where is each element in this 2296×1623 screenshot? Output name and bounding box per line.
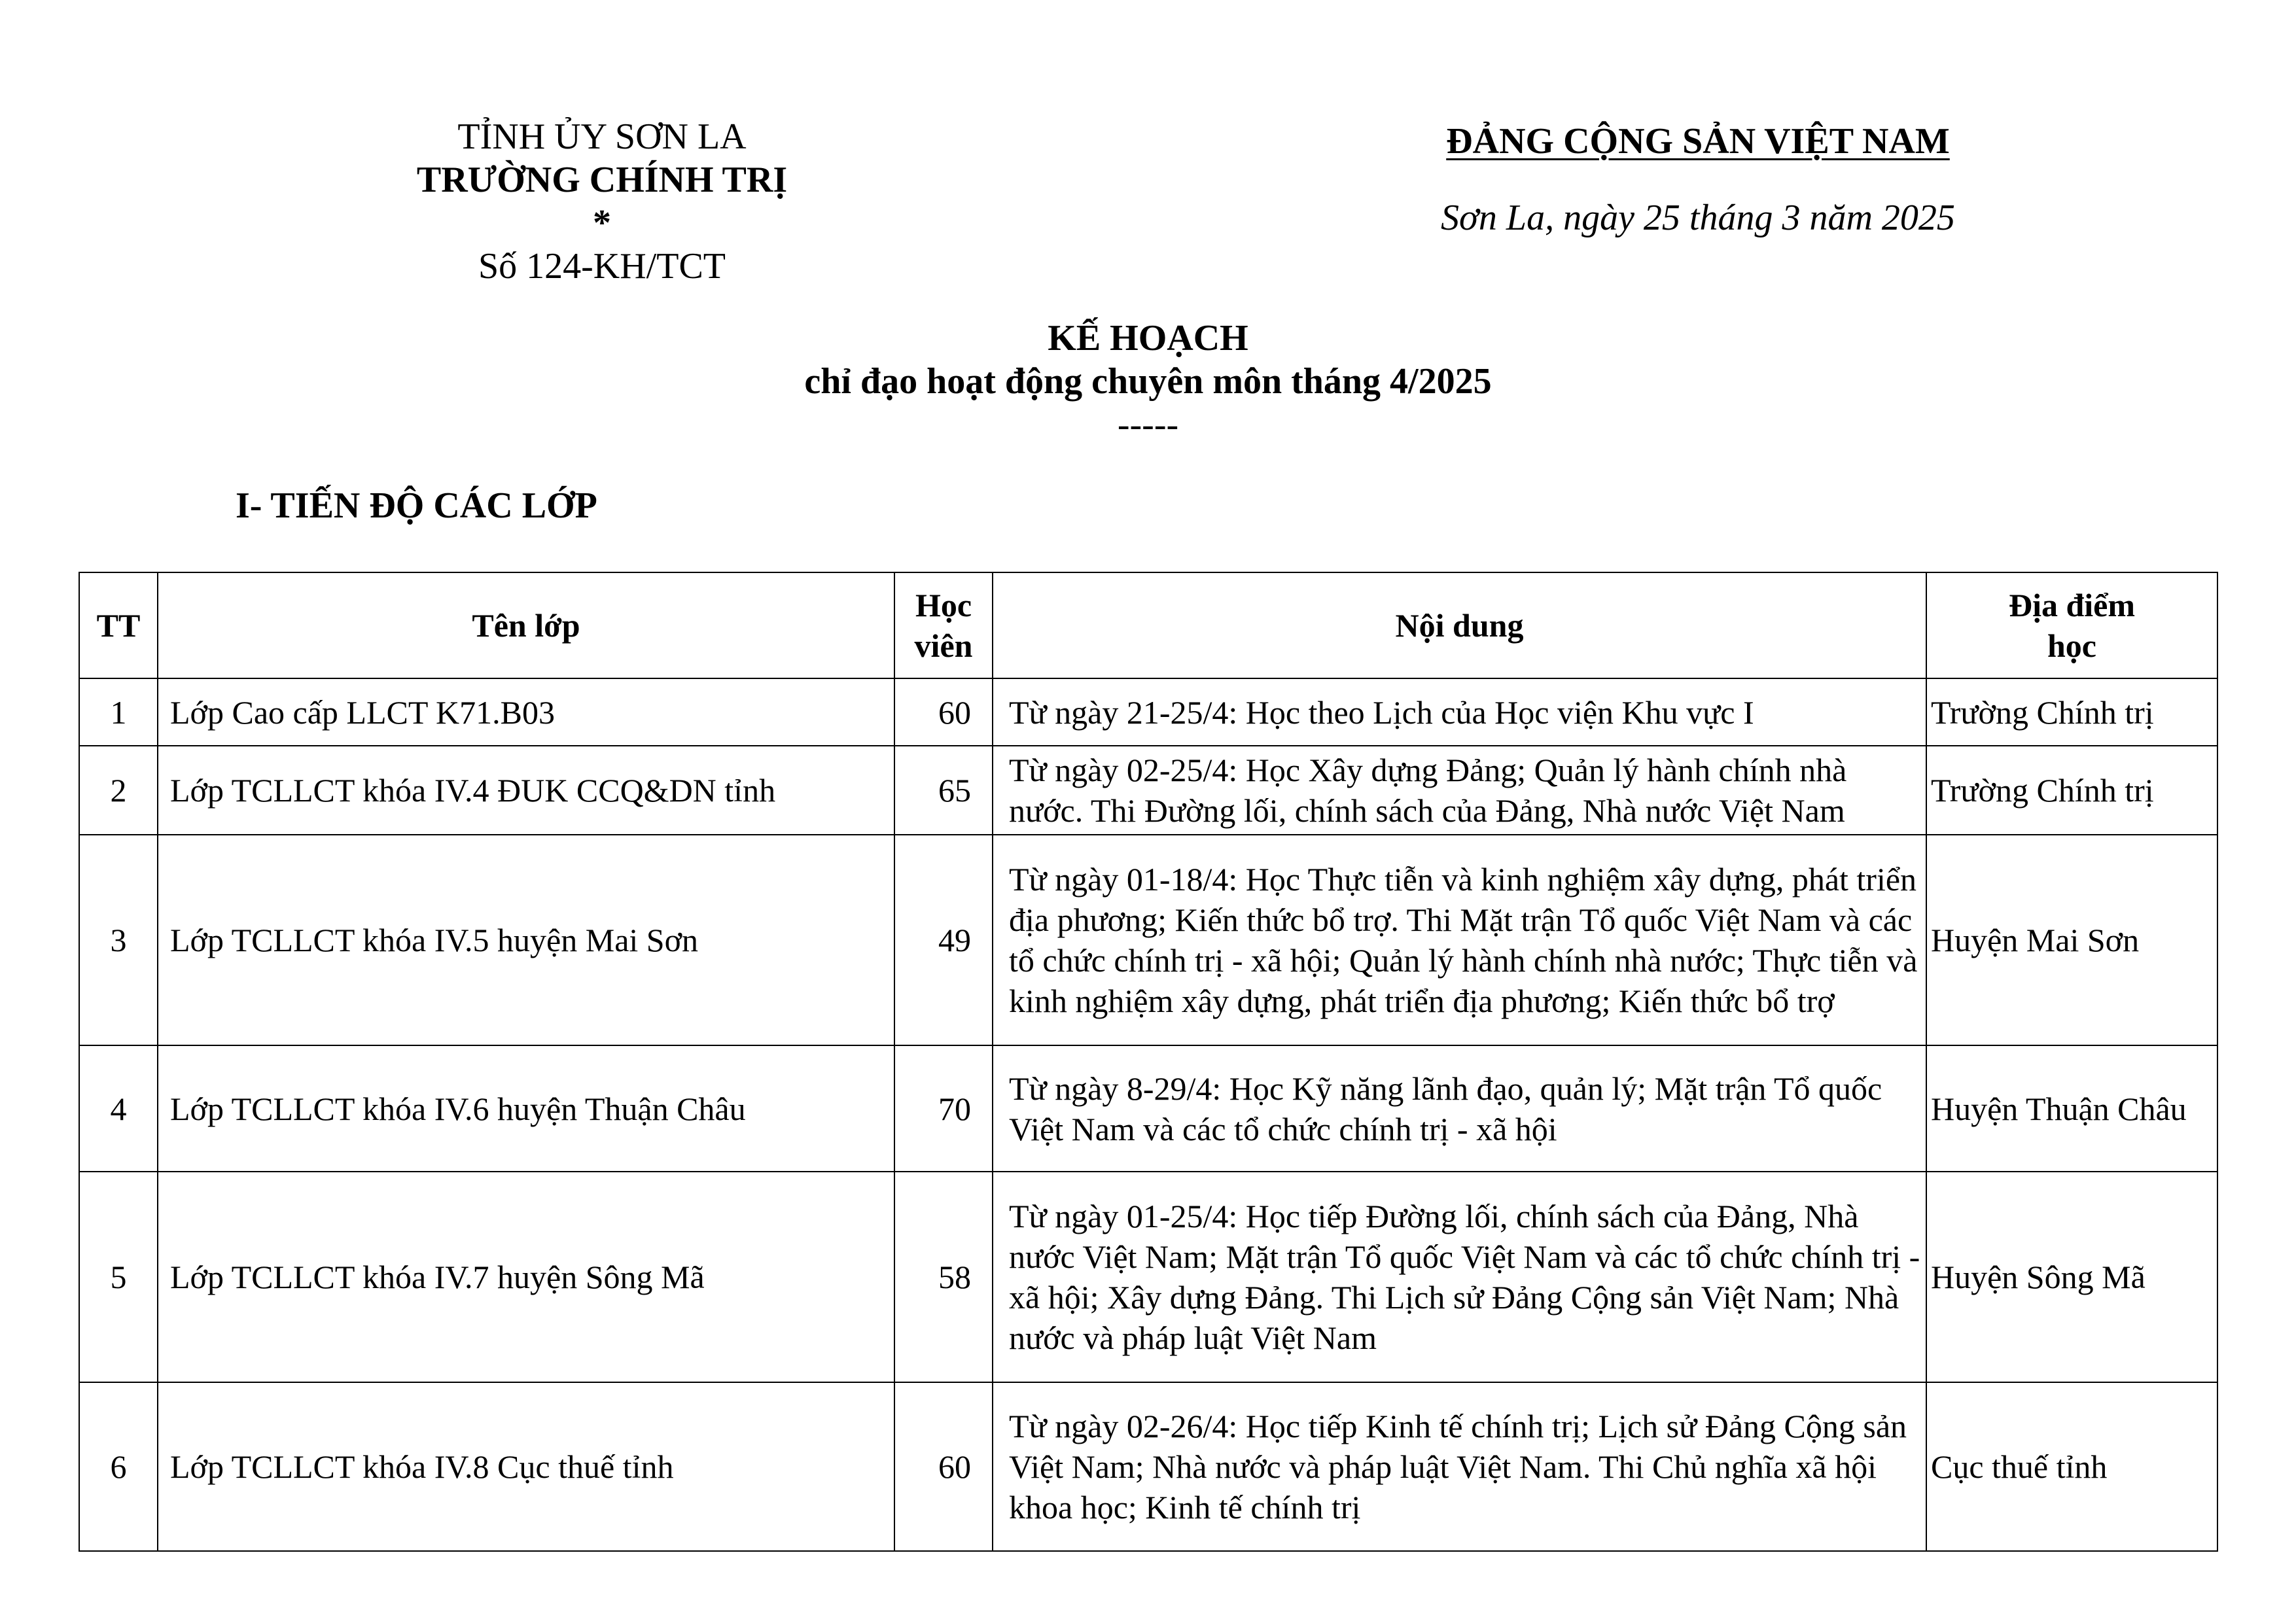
row-class-name: Lớp TCLLCT khóa IV.8 Cục thuế tỉnh xyxy=(158,1382,894,1551)
row-place: Trường Chính trị xyxy=(1926,746,2217,835)
row-place: Trường Chính trị xyxy=(1926,678,2217,746)
header-tt: TT xyxy=(79,572,158,678)
row-tt: 2 xyxy=(79,746,158,835)
header-place-line2: học xyxy=(2047,627,2096,664)
table-row xyxy=(79,1382,2217,1551)
row-class-name: Lớp TCLLCT khóa IV.6 huyện Thuận Châu xyxy=(158,1045,894,1172)
row-students: 60 xyxy=(894,1382,993,1551)
row-content: Từ ngày 8-29/4: Học Kỹ năng lãnh đạo, quản lý; Mặt trận Tổ quốc Việt Nam và các tổ chức chính trị - xã hội xyxy=(993,1045,1926,1172)
header-place-line1: Địa điểm xyxy=(2008,587,2136,623)
row-students: 58 xyxy=(894,1172,993,1382)
header-content: Nội dung xyxy=(993,572,1926,678)
row-tt: 6 xyxy=(79,1382,158,1551)
row-class-name: Lớp TCLLCT khóa IV.5 huyện Mai Sơn xyxy=(158,835,894,1045)
table-row xyxy=(79,1045,2217,1172)
row-content: Từ ngày 01-25/4: Học tiếp Đường lối, chính sách của Đảng, Nhà nước Việt Nam; Mặt trận Tổ quốc Việt Nam và các tổ chức chính trị - xã hội; Xây dựng Đảng. Thi Lịch sử Đảng Cộng sản Việt Nam; Nhà nước và pháp luật Việt Nam xyxy=(993,1172,1926,1382)
row-tt: 3 xyxy=(79,835,158,1045)
header-students-line2: viên xyxy=(914,627,973,664)
table-row xyxy=(79,678,2217,746)
title-main: KẾ HOẠCH xyxy=(1048,318,1248,358)
row-students: 49 xyxy=(894,835,993,1045)
row-tt: 1 xyxy=(79,678,158,746)
row-place: Huyện Mai Sơn xyxy=(1926,835,2217,1045)
row-content: Từ ngày 21-25/4: Học theo Lịch của Học viện Khu vực I xyxy=(993,678,1926,746)
row-students: 70 xyxy=(894,1045,993,1172)
title-divider: ----- xyxy=(1117,404,1179,445)
row-students: 60 xyxy=(894,678,993,746)
row-students: 65 xyxy=(894,746,993,835)
row-class-name: Lớp TCLLCT khóa IV.7 huyện Sông Mã xyxy=(158,1172,894,1382)
table-header-row xyxy=(79,572,2217,678)
issuer-block xyxy=(366,115,838,288)
header-class-name: Tên lớp xyxy=(158,572,894,678)
school-name: TRƯỜNG CHÍNH TRỊ xyxy=(416,160,788,200)
header-students-line1: Học xyxy=(915,587,972,623)
header-students xyxy=(894,572,993,678)
row-content: Từ ngày 01-18/4: Học Thực tiễn và kinh nghiệm xây dựng, phát triển địa phương; Kiến thức bổ trợ. Thi Mặt trận Tổ quốc Việt Nam và các tổ chức chính trị - xã hội; Quản lý hành chính nhà nước; Thực tiễn và kinh nghiệm xây dựng, phát triển địa phương; Kiến thức bổ trợ xyxy=(993,835,1926,1045)
table-row xyxy=(79,835,2217,1045)
section-heading: I- TIẾN ĐỘ CÁC LỚP xyxy=(236,485,597,526)
header-place xyxy=(1926,572,2217,678)
party-block xyxy=(1361,115,2035,239)
row-content: Từ ngày 02-26/4: Học tiếp Kinh tế chính trị; Lịch sử Đảng Cộng sản Việt Nam; Nhà nước và pháp luật Việt Nam. Thi Chủ nghĩa xã hội khoa học; Kinh tế chính trị xyxy=(993,1382,1926,1551)
document-number: Số 124-KH/TCT xyxy=(478,246,726,287)
class-progress-table xyxy=(79,572,2218,1552)
row-class-name: Lớp Cao cấp LLCT K71.B03 xyxy=(158,678,894,746)
document-title xyxy=(0,317,2296,446)
table-row xyxy=(79,746,2217,835)
table-row xyxy=(79,1172,2217,1382)
row-place: Huyện Thuận Châu xyxy=(1926,1045,2217,1172)
row-place: Cục thuế tỉnh xyxy=(1926,1382,2217,1551)
row-class-name: Lớp TCLLCT khóa IV.4 ĐUK CCQ&DN tỉnh xyxy=(158,746,894,835)
row-place: Huyện Sông Mã xyxy=(1926,1172,2217,1382)
place-date: Sơn La, ngày 25 tháng 3 năm 2025 xyxy=(1441,198,1955,238)
row-content: Từ ngày 02-25/4: Học Xây dựng Đảng; Quản lý hành chính nhà nước. Thi Đường lối, chính sách của Đảng, Nhà nước Việt Nam xyxy=(993,746,1926,835)
party-name: ĐẢNG CỘNG SẢN VIỆT NAM xyxy=(1446,121,1950,162)
province-name: TỈNH ỦY SƠN LA xyxy=(457,116,747,157)
title-subtitle: chỉ đạo hoạt động chuyên môn tháng 4/2025 xyxy=(804,361,1492,402)
star-separator: * xyxy=(593,203,611,243)
row-tt: 4 xyxy=(79,1045,158,1172)
row-tt: 5 xyxy=(79,1172,158,1382)
